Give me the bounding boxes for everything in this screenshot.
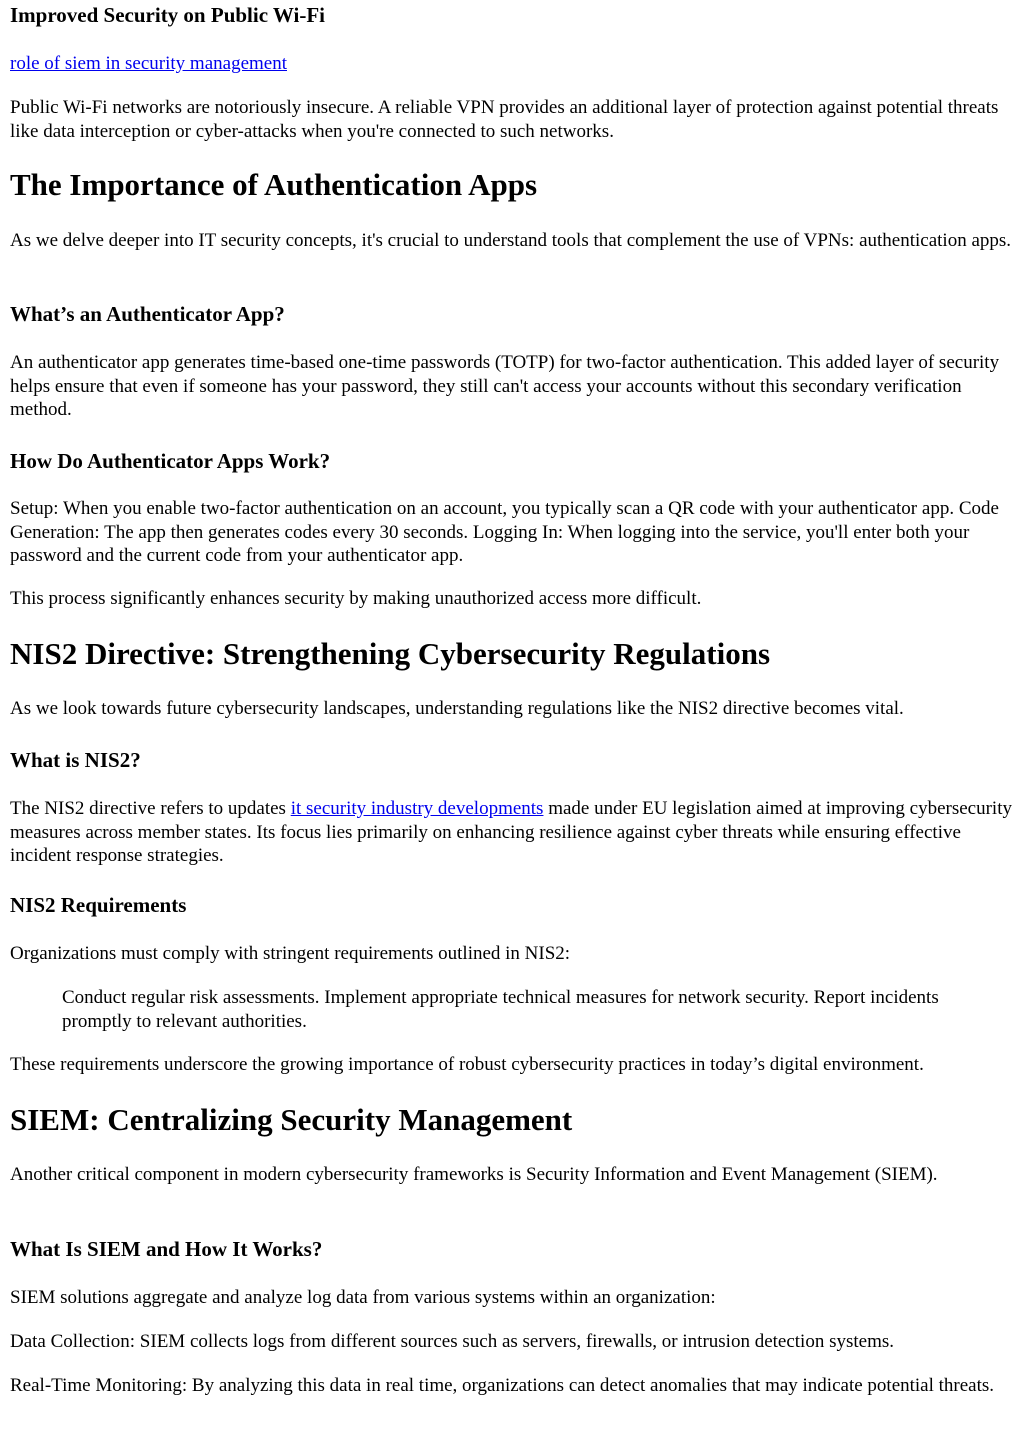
what-nis2-text-after: made under EU legislation aimed at improving cybersecurity measures across member states. Its focus lies primarily on enhancing resilience against cyber threats while ensuring effective incident response strategies. bbox=[10, 798, 1012, 866]
how-authenticator-paragraph: Setup: When you enable two-factor authentication on an account, you typically scan a QR code with your authenticator app. Code Generation: The app then generates codes every 30 seconds. Logging In: When logging into the service, you'll enter both your password and the current code from your authenticator app. bbox=[10, 498, 999, 566]
siem-aggregate-paragraph: SIEM solutions aggregate and analyze log data from various systems within an organization: bbox=[10, 1287, 716, 1308]
heading-what-authenticator: What’s an Authenticator App? bbox=[10, 302, 285, 326]
heading-what-siem: What Is SIEM and How It Works? bbox=[10, 1237, 323, 1261]
what-nis2-text-before: The NIS2 directive refers to updates bbox=[10, 798, 291, 819]
nis2-requirements-quote: Conduct regular risk assessments. Implement appropriate technical measures for network security. Report incidents promptly to relevant authorities. bbox=[62, 987, 939, 1032]
heading-public-wifi: Improved Security on Public Wi-Fi bbox=[10, 3, 326, 27]
nis2-intro-paragraph: As we look towards future cybersecurity landscapes, understanding regulations like the NIS2 directive becomes vital. bbox=[10, 698, 904, 719]
data-collection-paragraph: Data Collection: SIEM collects logs from different sources such as servers, firewalls, or intrusion detection systems. bbox=[10, 1331, 895, 1352]
siem-role-paragraph bbox=[10, 52, 1015, 76]
heading-how-authenticator: How Do Authenticator Apps Work? bbox=[10, 449, 331, 473]
siem-intro-paragraph: Another critical component in modern cybersecurity frameworks is Security Information and Event Management (SIEM). bbox=[10, 1164, 938, 1185]
heading-authentication-apps: The Importance of Authentication Apps bbox=[10, 167, 538, 202]
heading-nis2-directive: NIS2 Directive: Strengthening Cybersecurity Regulations bbox=[10, 636, 771, 671]
nis2-requirements-paragraph: Organizations must comply with stringent requirements outlined in NIS2: bbox=[10, 943, 571, 964]
wifi-paragraph: Public Wi-Fi networks are notoriously insecure. A reliable VPN provides an additional layer of protection against potential threats like data interception or cyber-attacks when you're connected to such networks. bbox=[10, 97, 999, 142]
process-paragraph: This process significantly enhances security by making unauthorized access more difficult. bbox=[10, 588, 702, 609]
requirements-importance-paragraph: These requirements underscore the growing importance of robust cybersecurity practices in today’s digital environment. bbox=[10, 1054, 924, 1075]
heading-what-nis2: What is NIS2? bbox=[10, 748, 141, 772]
what-nis2-paragraph bbox=[10, 797, 1015, 868]
what-authenticator-paragraph: An authenticator app generates time-based one-time passwords (TOTP) for two-factor authentication. This added layer of security helps ensure that even if someone has your password, they still can't access your accounts without this secondary verification method. bbox=[10, 352, 1000, 420]
heading-nis2-requirements: NIS2 Requirements bbox=[10, 893, 187, 917]
heading-siem: SIEM: Centralizing Security Management bbox=[10, 1102, 573, 1137]
it-security-link[interactable]: it security industry developments bbox=[290, 798, 544, 819]
realtime-monitoring-paragraph: Real-Time Monitoring: By analyzing this data in real time, organizations can detect anomalies that may indicate potential threats. bbox=[10, 1375, 995, 1396]
auth-intro-paragraph: As we delve deeper into IT security concepts, it's crucial to understand tools that complement the use of VPNs: authentication apps. bbox=[10, 230, 1012, 251]
siem-role-link[interactable]: role of siem in security management bbox=[10, 53, 287, 74]
